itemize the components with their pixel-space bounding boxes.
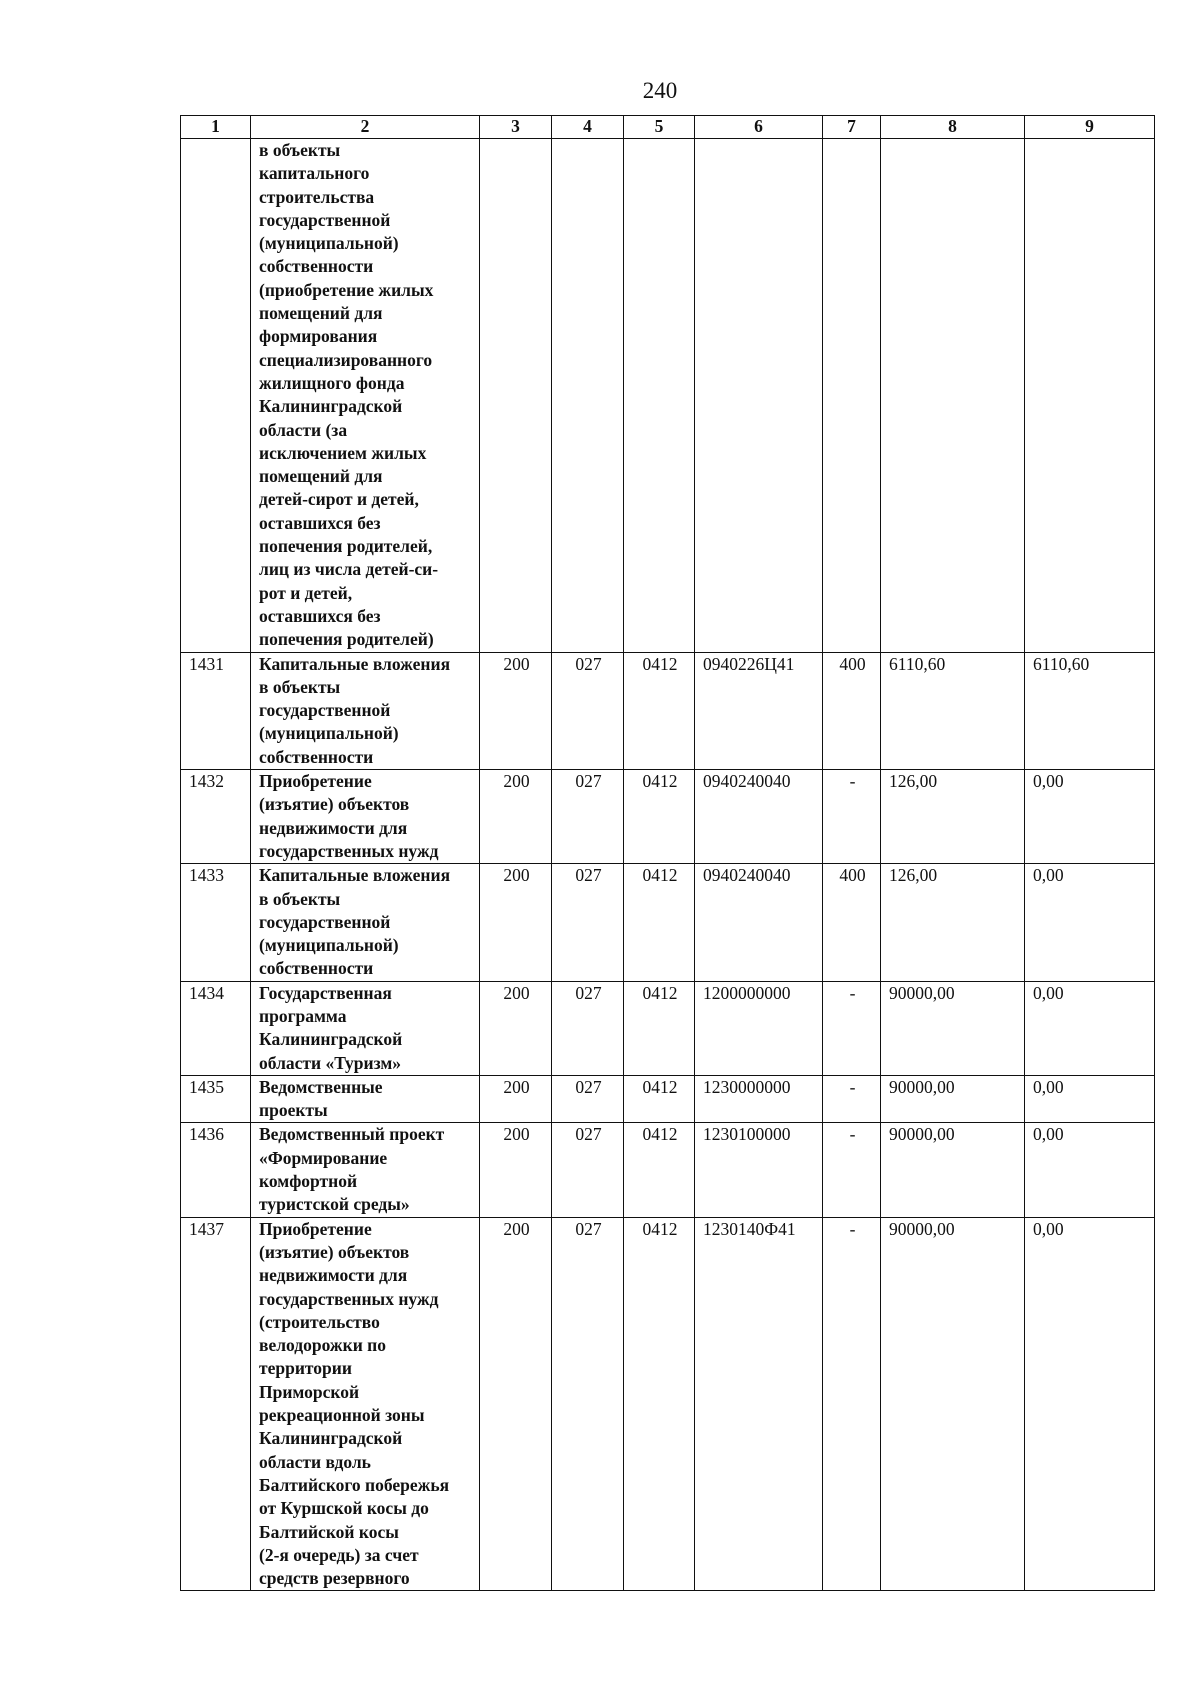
row-col9: 0,00 — [1025, 1075, 1155, 1123]
row-col8: 6110,60 — [881, 652, 1025, 769]
row-name: Капитальные вложения в объекты государственной (муниципальной) собственности — [251, 864, 480, 981]
column-header: 7 — [823, 116, 881, 139]
row-col4: 027 — [552, 652, 624, 769]
row-col5: 0412 — [624, 981, 695, 1075]
table-row — [181, 1123, 1155, 1217]
row-name: Ведомственный проект «Формирование комфортной туристской среды» — [251, 1123, 480, 1217]
table-row — [181, 1217, 1155, 1591]
row-col8: 90000,00 — [881, 1217, 1025, 1591]
row-col9: 6110,60 — [1025, 652, 1155, 769]
column-header: 4 — [552, 116, 624, 139]
row-col5: 0412 — [624, 1217, 695, 1591]
row-name: Государственная программа Калининградской области «Туризм» — [251, 981, 480, 1075]
row-col7: - — [823, 1123, 881, 1217]
row-col3: 200 — [480, 1123, 552, 1217]
row-col9: 0,00 — [1025, 1123, 1155, 1217]
column-header: 2 — [251, 116, 480, 139]
row-col3: 200 — [480, 770, 552, 864]
row-col5: 0412 — [624, 1075, 695, 1123]
column-header: 1 — [181, 116, 251, 139]
table-row — [181, 1075, 1155, 1123]
table-row — [181, 139, 1155, 653]
budget-table — [180, 115, 1155, 1591]
row-col3: 200 — [480, 1075, 552, 1123]
row-col5 — [624, 139, 695, 653]
row-col4: 027 — [552, 770, 624, 864]
row-col3: 200 — [480, 864, 552, 981]
row-number: 1437 — [181, 1217, 251, 1591]
row-name: Приобретение (изъятие) объектов недвижимости для государственных нужд (строительство велодорожки по территории Приморской рекреационной зоны Калининградской области вдоль Балтийского побережья от Куршской косы до Балтийской косы (2-я очередь) за счет средств резервного — [251, 1217, 480, 1591]
column-header: 9 — [1025, 116, 1155, 139]
row-number: 1434 — [181, 981, 251, 1075]
row-col4: 027 — [552, 981, 624, 1075]
row-col9: 0,00 — [1025, 981, 1155, 1075]
row-col5: 0412 — [624, 864, 695, 981]
row-col4: 027 — [552, 1123, 624, 1217]
row-number: 1431 — [181, 652, 251, 769]
row-col8 — [881, 139, 1025, 653]
row-col6: 0940226Ц41 — [695, 652, 823, 769]
table-header-row — [181, 116, 1155, 139]
row-col6 — [695, 139, 823, 653]
row-col5: 0412 — [624, 1123, 695, 1217]
row-name: Приобретение (изъятие) объектов недвижимости для государственных нужд — [251, 770, 480, 864]
table-row — [181, 981, 1155, 1075]
row-col7: 400 — [823, 652, 881, 769]
row-col6: 0940240040 — [695, 770, 823, 864]
row-col8: 126,00 — [881, 770, 1025, 864]
column-header: 5 — [624, 116, 695, 139]
row-col4: 027 — [552, 1217, 624, 1591]
column-header: 8 — [881, 116, 1025, 139]
table-row — [181, 652, 1155, 769]
page-number: 240 — [642, 78, 678, 103]
row-col9: 0,00 — [1025, 1217, 1155, 1591]
column-header: 3 — [480, 116, 552, 139]
row-col6: 1230140Ф41 — [695, 1217, 823, 1591]
row-col9 — [1025, 139, 1155, 653]
row-col6: 1230000000 — [695, 1075, 823, 1123]
row-col5: 0412 — [624, 770, 695, 864]
column-header: 6 — [695, 116, 823, 139]
row-col8: 90000,00 — [881, 1123, 1025, 1217]
row-col9: 0,00 — [1025, 770, 1155, 864]
row-col3: 200 — [480, 1217, 552, 1591]
row-col7 — [823, 139, 881, 653]
row-col4 — [552, 139, 624, 653]
row-number: 1432 — [181, 770, 251, 864]
row-col6: 1200000000 — [695, 981, 823, 1075]
row-col7: - — [823, 981, 881, 1075]
table-row — [181, 864, 1155, 981]
row-number: 1433 — [181, 864, 251, 981]
row-col7: 400 — [823, 864, 881, 981]
row-number: 1436 — [181, 1123, 251, 1217]
row-col6: 0940240040 — [695, 864, 823, 981]
table-row — [181, 770, 1155, 864]
row-col3: 200 — [480, 652, 552, 769]
row-col6: 1230100000 — [695, 1123, 823, 1217]
row-col7: - — [823, 1075, 881, 1123]
row-col8: 126,00 — [881, 864, 1025, 981]
row-col9: 0,00 — [1025, 864, 1155, 981]
row-col4: 027 — [552, 864, 624, 981]
row-col8: 90000,00 — [881, 981, 1025, 1075]
row-col5: 0412 — [624, 652, 695, 769]
row-name: Капитальные вложения в объекты государственной (муниципальной) собственности — [251, 652, 480, 769]
row-number: 1435 — [181, 1075, 251, 1123]
row-col8: 90000,00 — [881, 1075, 1025, 1123]
row-col3: 200 — [480, 981, 552, 1075]
row-col3 — [480, 139, 552, 653]
row-col7: - — [823, 1217, 881, 1591]
row-col4: 027 — [552, 1075, 624, 1123]
row-number — [181, 139, 251, 653]
row-col7: - — [823, 770, 881, 864]
row-name: в объекты капитального строительства государственной (муниципальной) собственности (приобретение жилых помещений для формирования специализированного жилищного фонда Калининградской области (за исключением жилых помещений для детей-сирот и детей, оставшихся без попечения родителей, лиц из числа детей-си- рот и детей, оставшихся без попечения родителей) — [251, 139, 480, 653]
row-name: Ведомственные проекты — [251, 1075, 480, 1123]
